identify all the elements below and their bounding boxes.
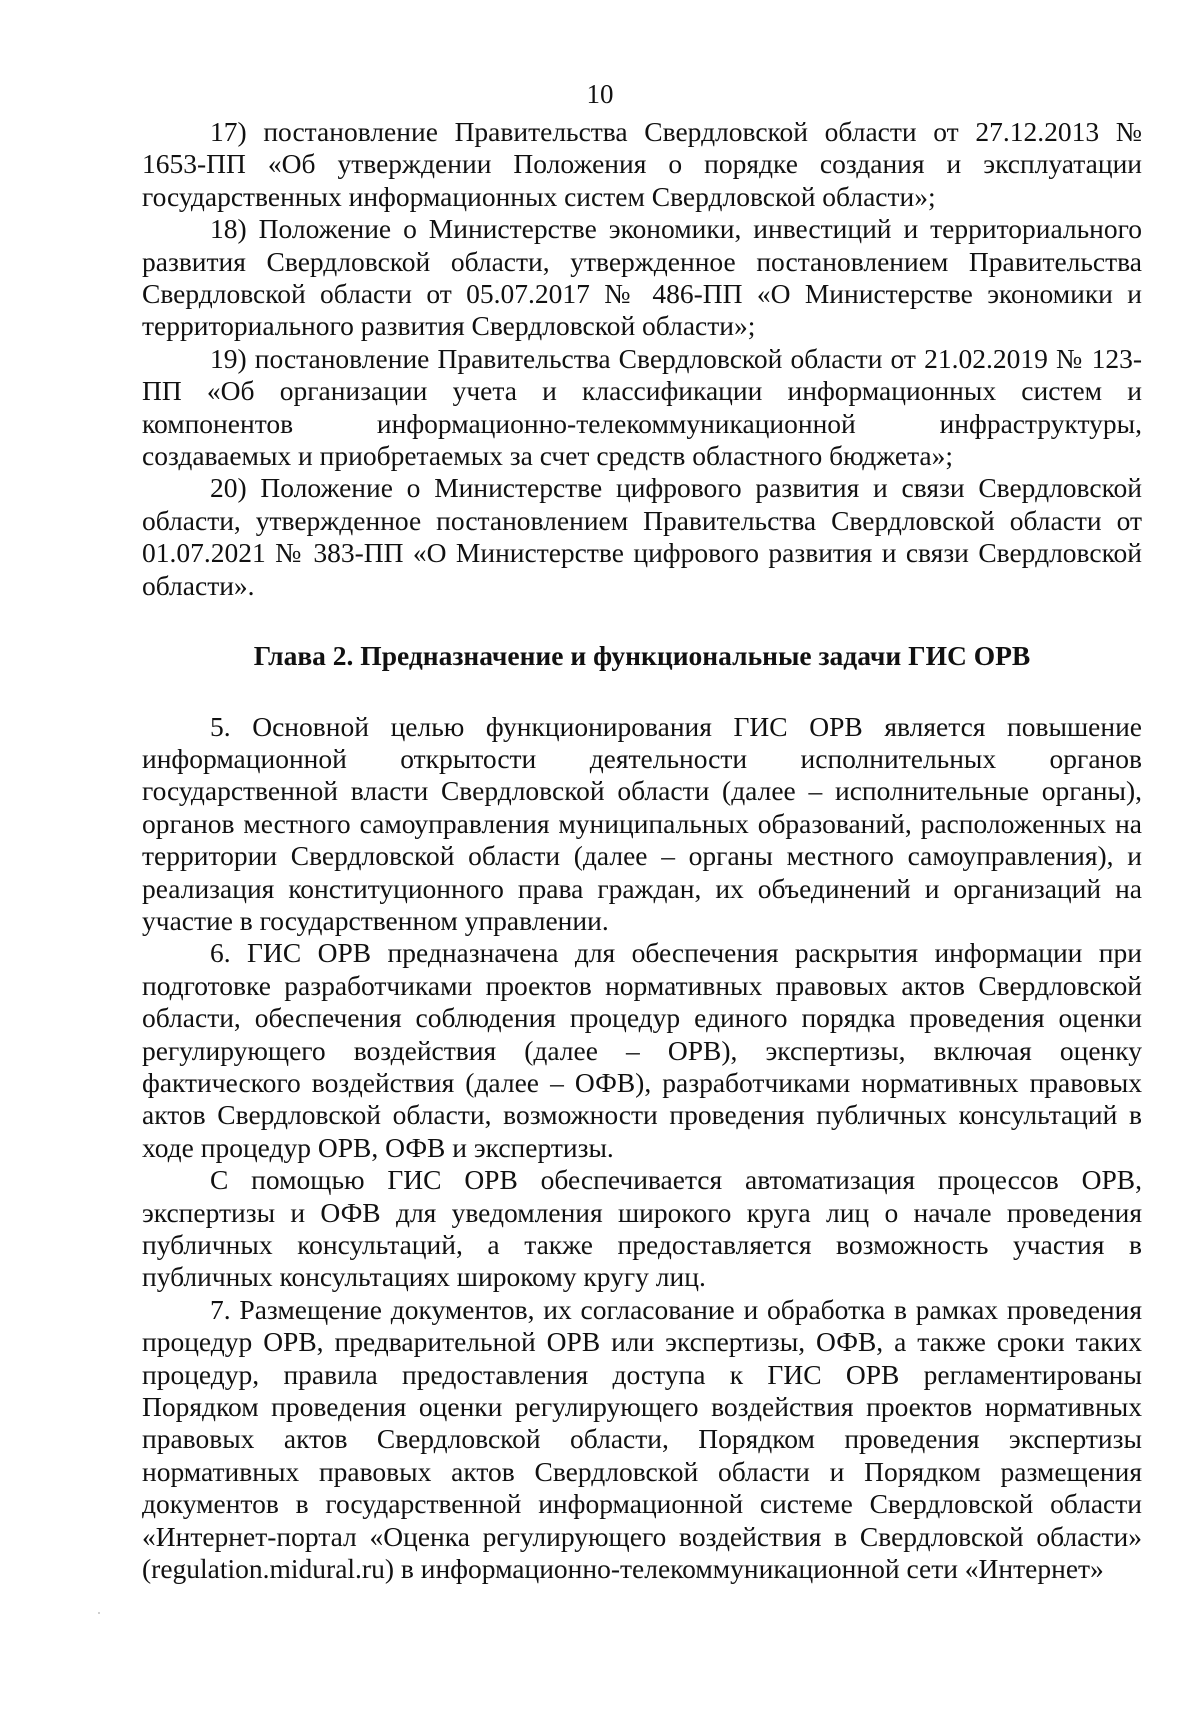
paragraph-6-continued: С помощью ГИС ОРВ обеспечивается автоматизация процессов ОРВ, экспертизы и ОФВ для уведомления широкого круга лиц о начале проведения публичных консультаций, а также предоставляется возможность участия в публичных консультациях широкому кругу лиц. bbox=[142, 1164, 1142, 1293]
document-body bbox=[142, 116, 1142, 1585]
list-item-20: 20) Положение о Министерстве цифрового развития и связи Свердловской области, утвержденное постановлением Правительства Свердловской области от 01.07.2021 № 383-ПП «О Министерстве цифрового развития и связи Свердловской области». bbox=[142, 472, 1142, 601]
list-item-19: 19) постановление Правительства Свердловской области от 21.02.2019 № 123-ПП «Об организации учета и классификации информационных систем и компонентов информационно-телекоммуникационной инфраструктуры, создаваемых и приобретаемых за счет средств областного бюджета»; bbox=[142, 342, 1142, 472]
list-item-17: 17) постановление Правительства Свердловской области от 27.12.2013 № 1653-ПП «Об утверждении Положения о порядке создания и эксплуатации государственных информационных систем Свердловской области»; bbox=[142, 116, 1142, 212]
page-number: 10 bbox=[586, 79, 614, 109]
scan-dot bbox=[98, 1612, 100, 1614]
chapter-heading: Глава 2. Предназначение и функциональные задачи ГИС ОРВ bbox=[253, 640, 1031, 672]
paragraph-7: 7. Размещение документов, их согласование и обработка в рамках проведения процедур ОРВ, предварительной ОРВ или экспертизы, ОФВ, а также сроки таких процедур, правила предоставления доступа к ГИС ОРВ регламентированы Порядком проведения оценки регулирующего воздействия проектов нормативных правовых актов Свердловской области, Порядком проведения экспертизы нормативных правовых актов Свердловской области и Порядком размещения документов в государственной информационной системе Свердловской области «Интернет-портал «Оценка регулирующего воздействия в Свердловской области» (regulation.midural.ru) в информационно-телекоммуникационной сети «Интернет» bbox=[142, 1293, 1142, 1585]
paragraph-6: 6. ГИС ОРВ предназначена для обеспечения раскрытия информации при подготовке разработчиками проектов нормативных правовых актов Свердловской области, обеспечения соблюдения процедур единого порядка проведения оценки регулирующего воздействия (далее – ОРВ), экспертизы, включая оценку фактического воздействия (далее – ОФВ), разработчиками нормативных правовых актов Свердловской области, возможности проведения публичных консультаций в ходе процедур ОРВ, ОФВ и экспертизы. bbox=[142, 937, 1142, 1163]
list-item-18: 18) Положение о Министерстве экономики, инвестиций и территориального развития Свердловской области, утвержденное постановлением Правительства Свердловской области от 05.07.2017 № 486-ПП «О Министерстве экономики и территориального развития Свердловской области»; bbox=[142, 213, 1142, 342]
paragraph-5: 5. Основной целью функционирования ГИС ОРВ является повышение информационной открытости деятельности исполнительных органов государственной власти Свердловской области (далее – исполнительные органы), органов местного самоуправления муниципальных образований, расположенных на территории Свердловской области (далее – органы местного самоуправления), и реализация конституционного права граждан, их объединений и организаций на участие в государственном управлении. bbox=[142, 710, 1142, 936]
